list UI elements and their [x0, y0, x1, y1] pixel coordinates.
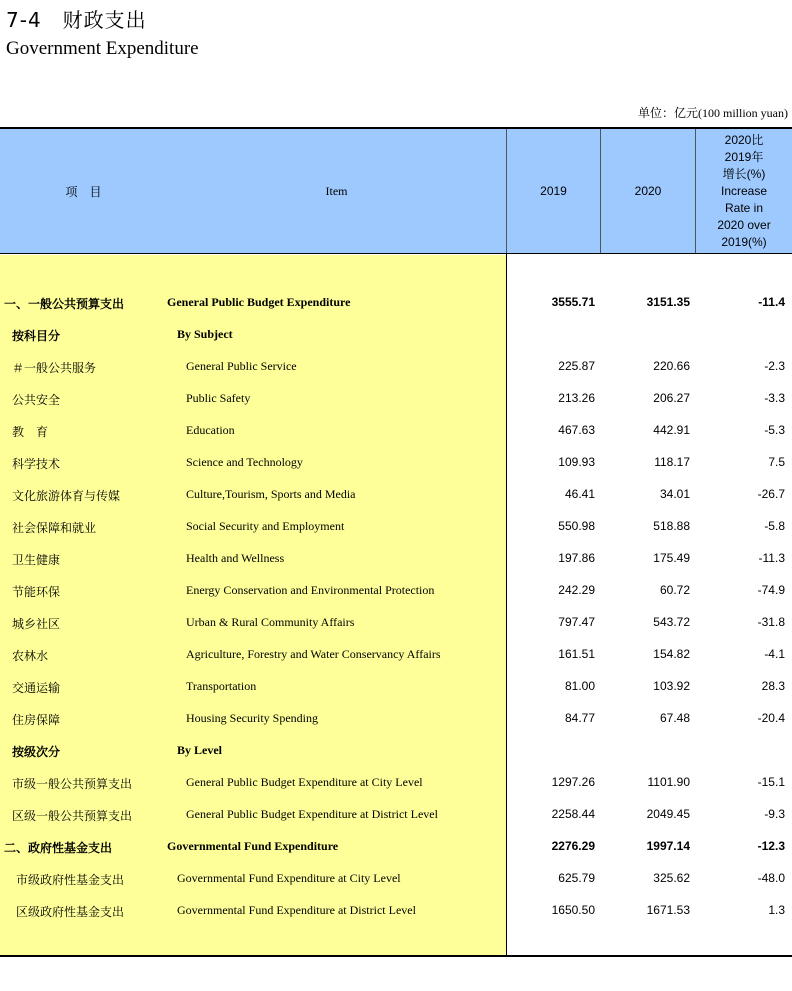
value-rate: -5.3 [764, 423, 785, 437]
table-row [0, 767, 792, 799]
value-2020: 118.17 [654, 455, 690, 469]
value-2019: 2276.29 [551, 839, 595, 853]
table-row [0, 383, 792, 415]
table-row [0, 543, 792, 575]
row-label-cn: 卫生健康 [12, 553, 61, 567]
table-row [0, 735, 792, 767]
unit-label-en: (100 million yuan) [698, 106, 788, 120]
row-label-cn: 交通运输 [12, 681, 61, 695]
value-2020: 543.72 [653, 615, 690, 629]
page-title-cn: 7-4 财政支出 [6, 8, 147, 32]
value-rate: -31.8 [757, 615, 785, 629]
header-item-cn: 项 目 [0, 129, 167, 253]
table-row [0, 511, 792, 543]
header-rate: 2020比 2019年 增长(%) Increase Rate in 2020 over 2019(%) [696, 129, 792, 253]
value-rate: 1.3 [768, 903, 785, 917]
row-label-en: Governmental Fund Expenditure at City Level [177, 871, 401, 885]
row-label-cn: 区级一般公共预算支出 [12, 809, 133, 823]
header-2019: 2019 [507, 129, 600, 253]
value-rate: -11.3 [758, 551, 785, 565]
row-label-cn: 教 育 [12, 425, 49, 439]
value-2019: 197.86 [558, 551, 595, 565]
value-rate: 7.5 [768, 455, 785, 469]
row-label-cn: ＃一般公共服务 [12, 361, 97, 375]
row-label-en: Science and Technology [186, 455, 303, 469]
row-label-en: Social Security and Employment [186, 519, 345, 533]
header-bottom-rule [0, 253, 792, 254]
row-label-en: Transportation [186, 679, 257, 693]
table-row [0, 607, 792, 639]
table-row [0, 863, 792, 895]
table-row [0, 319, 792, 351]
row-label-en: Governmental Fund Expenditure at District Level [177, 903, 416, 917]
value-rate: -3.3 [764, 391, 785, 405]
row-label-cn: 按级次分 [12, 745, 61, 759]
value-2019: 467.63 [558, 423, 595, 437]
value-2019: 225.87 [558, 359, 595, 373]
unit-label [638, 104, 788, 121]
value-2020: 518.88 [653, 519, 690, 533]
row-label-cn: 二、政府性基金支出 [4, 841, 113, 855]
table-row [0, 799, 792, 831]
row-label-en: Culture,Tourism, Sports and Media [186, 487, 356, 501]
value-2019: 213.26 [558, 391, 595, 405]
value-2020: 1997.14 [646, 839, 690, 853]
header-item-en: Item [167, 129, 506, 253]
value-2019: 1650.50 [551, 903, 595, 917]
value-2019: 242.29 [558, 583, 595, 597]
value-2019: 109.93 [558, 455, 595, 469]
table-row [0, 895, 792, 927]
table-row [0, 831, 792, 863]
value-2020: 60.72 [659, 583, 690, 597]
row-label-en: Agriculture, Forestry and Water Conservancy Affairs [186, 647, 441, 661]
row-label-cn: 市级一般公共预算支出 [12, 777, 133, 791]
value-2020: 2049.45 [646, 807, 690, 821]
row-label-en: General Public Budget Expenditure at District Level [186, 807, 438, 821]
value-2020: 34.01 [659, 487, 690, 501]
row-label-cn: 按科目分 [12, 329, 61, 343]
header-divider [695, 129, 696, 253]
value-2020: 442.91 [653, 423, 690, 437]
value-rate: -9.3 [764, 807, 785, 821]
value-rate: -20.4 [757, 711, 785, 725]
value-2020: 1101.90 [647, 775, 690, 789]
row-label-en: Education [186, 423, 235, 437]
page-title-en: Government Expenditure [6, 38, 199, 59]
table-row [0, 351, 792, 383]
value-2019: 3555.71 [551, 295, 595, 309]
value-rate: -5.8 [764, 519, 785, 533]
row-label-en: Public Safety [186, 391, 251, 405]
table-row [0, 415, 792, 447]
value-2020: 67.48 [659, 711, 690, 725]
table-row [0, 575, 792, 607]
row-label-cn: 农林水 [12, 649, 49, 663]
row-label-cn: 市级政府性基金支出 [16, 873, 125, 887]
row-label-cn: 文化旅游体育与传媒 [12, 489, 121, 503]
value-rate: -2.3 [764, 359, 785, 373]
table-row [0, 287, 792, 319]
table-row [0, 479, 792, 511]
row-label-cn: 节能环保 [12, 585, 61, 599]
expenditure-table [0, 127, 792, 957]
value-rate: -74.9 [757, 583, 785, 597]
table-row [0, 639, 792, 671]
row-label-en: By Subject [177, 327, 233, 341]
value-2020: 175.49 [653, 551, 690, 565]
value-2019: 1297.26 [551, 775, 595, 789]
value-2019: 625.79 [558, 871, 595, 885]
value-2020: 206.27 [653, 391, 690, 405]
table-row [0, 447, 792, 479]
value-2019: 797.47 [558, 615, 595, 629]
row-label-en: By Level [177, 743, 222, 757]
value-rate: -48.0 [757, 871, 785, 885]
row-label-cn: 城乡社区 [12, 617, 61, 631]
value-rate: -4.1 [764, 647, 785, 661]
header-divider [600, 129, 601, 253]
unit-label-cn: 单位：亿元 [637, 106, 698, 120]
table-bottom-rule [0, 955, 792, 957]
value-2019: 161.51 [558, 647, 595, 661]
value-2020: 1671.53 [646, 903, 690, 917]
value-2019: 550.98 [558, 519, 595, 533]
value-rate: -26.7 [757, 487, 785, 501]
value-2019: 81.00 [564, 679, 595, 693]
row-label-cn: 科学技术 [12, 457, 61, 471]
row-label-cn: 一、一般公共预算支出 [4, 297, 125, 311]
row-label-cn: 区级政府性基金支出 [16, 905, 125, 919]
row-label-en: Energy Conservation and Environmental Protection [186, 583, 435, 597]
row-label-en: General Public Budget Expenditure [167, 295, 351, 309]
value-rate: 28.3 [761, 679, 785, 693]
value-2019: 2258.44 [551, 807, 595, 821]
value-2020: 220.66 [653, 359, 690, 373]
row-label-cn: 住房保障 [12, 713, 61, 727]
value-2020: 103.92 [653, 679, 690, 693]
value-rate: -11.4 [758, 295, 785, 309]
row-label-cn: 社会保障和就业 [12, 521, 97, 535]
row-label-cn: 公共安全 [12, 393, 61, 407]
value-2019: 46.41 [564, 487, 595, 501]
row-label-en: Governmental Fund Expenditure [167, 839, 339, 853]
value-2019: 84.77 [564, 711, 595, 725]
value-2020: 325.62 [653, 871, 690, 885]
row-label-en: General Public Budget Expenditure at City Level [186, 775, 423, 789]
row-label-en: General Public Service [186, 359, 297, 373]
value-2020: 3151.35 [646, 295, 690, 309]
row-label-en: Housing Security Spending [186, 711, 318, 725]
row-label-en: Health and Wellness [186, 551, 285, 565]
header-divider [506, 129, 507, 253]
value-rate: -15.1 [757, 775, 785, 789]
header-2020: 2020 [601, 129, 695, 253]
value-rate: -12.3 [757, 839, 785, 853]
table-row [0, 671, 792, 703]
table-row [0, 703, 792, 735]
value-2020: 154.82 [653, 647, 690, 661]
row-label-en: Urban & Rural Community Affairs [186, 615, 355, 629]
